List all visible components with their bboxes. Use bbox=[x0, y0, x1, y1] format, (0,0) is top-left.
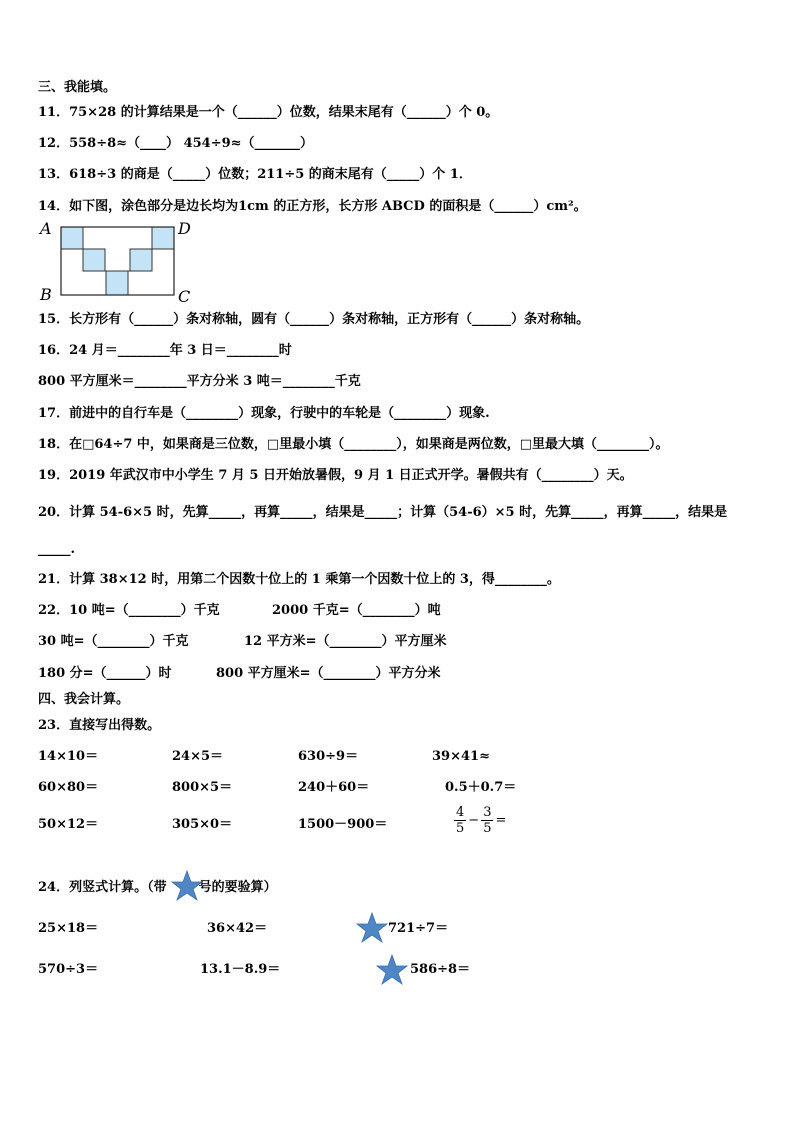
question-13: 13．618÷3 的商是（_____）位数；211÷5 的商末尾有（_____）个 1． bbox=[38, 167, 472, 182]
section-title-calc: 四、我会计算。 bbox=[38, 692, 130, 707]
question-15: 15．长方形有（______）条对称轴，圆有（______）条对称轴，正方形有（______）条对称轴。 bbox=[38, 312, 590, 327]
label-a: A bbox=[40, 219, 52, 238]
label-d: D bbox=[178, 219, 191, 238]
question-22-b: 2000 千克=（________）吨 bbox=[272, 603, 441, 618]
calc-item: 60×80＝ bbox=[38, 780, 99, 795]
calc-item: 721÷7＝ bbox=[388, 921, 449, 936]
calc-item: 586÷8＝ bbox=[410, 962, 471, 977]
calc-item: 50×12＝ bbox=[38, 817, 99, 832]
question-23: 23．直接写出得数。 bbox=[38, 718, 161, 733]
label-c: C bbox=[178, 287, 191, 306]
question-16-line1: 16．24 月＝________年 3 日＝________时 bbox=[38, 343, 292, 358]
calc-item: 14×10＝ bbox=[38, 749, 99, 764]
question-24: 24．列竖式计算。（带 号的要验算） bbox=[38, 880, 277, 895]
calc-item: 1500－900＝ bbox=[298, 817, 388, 832]
question-12: 12．558÷8≈（____） 454÷9≈（_______） bbox=[38, 136, 314, 151]
question-21: 21．计算 38×12 时，用第二个因数十位上的 1 乘第一个因数十位上的 3，得________。 bbox=[38, 572, 560, 587]
star-icon bbox=[171, 870, 203, 902]
calc-item: 36×42＝ bbox=[207, 921, 268, 936]
calc-item: 240＋60＝ bbox=[298, 780, 370, 795]
calc-item: 25×18＝ bbox=[38, 921, 99, 936]
question-22-f: 800 平方厘米=（________）平方分米 bbox=[216, 666, 441, 681]
calc-item: 13.1－8.9＝ bbox=[200, 962, 281, 977]
question-17: 17．前进中的自行车是（________）现象，行驶中的车轮是（________）现象. bbox=[38, 406, 490, 421]
label-b: B bbox=[40, 285, 52, 304]
star-icon bbox=[376, 954, 408, 986]
fraction: $\frac{3}{5}$ bbox=[483, 805, 492, 836]
question-19: 19．2019 年武汉市中小学生 7 月 5 日开始放暑假，9 月 1 日正式开学。暑假共有（________）天。 bbox=[38, 468, 633, 483]
fraction: $\frac{4}{5}$ bbox=[456, 805, 465, 836]
section-title-fill: 三、我能填。 bbox=[38, 80, 117, 95]
calc-item: 0.5＋0.7＝ bbox=[445, 780, 517, 795]
question-22-a: 22．10 吨=（________）千克 bbox=[38, 603, 220, 618]
question-16-line2: 800 平方厘米＝________平方分米 3 吨＝________千克 bbox=[38, 374, 361, 389]
question-22-e: 180 分=（______）时 bbox=[38, 666, 172, 681]
fraction-expression: $\frac{4}{5}$ − $\frac{3}{5}$ = bbox=[456, 805, 507, 836]
calc-item: 570÷3＝ bbox=[38, 962, 99, 977]
question-20-cont: _____. bbox=[38, 542, 76, 557]
question-18: 18．在□64÷7 中，如果商是三位数，□里最小填（________），如果商是两位数，□里最大填（________）。 bbox=[38, 437, 669, 452]
calc-item: 39×41≈ bbox=[432, 749, 490, 764]
star-icon bbox=[356, 912, 388, 944]
question-22-c: 30 吨=（________）千克 bbox=[38, 634, 189, 649]
calc-item: 630÷9＝ bbox=[298, 749, 359, 764]
question-11: 11．75×28 的计算结果是一个（______）位数，结果末尾有（______）个 0。 bbox=[38, 105, 499, 120]
question-20: 20．计算 54-6×5 时，先算_____，再算_____，结果是_____；计算（54-6）×5 时，先算_____，再算_____，结果是 bbox=[38, 505, 728, 520]
calc-item: 800×5＝ bbox=[172, 780, 233, 795]
question-14: 14．如下图，涂色部分是边长均为1cm 的正方形，长方形 ABCD 的面积是（______）cm²。 bbox=[38, 199, 587, 214]
question-22-d: 12 平方米=（________）平方厘米 bbox=[244, 634, 447, 649]
calc-item: 24×5＝ bbox=[172, 749, 224, 764]
calc-item: 305×0＝ bbox=[172, 817, 233, 832]
